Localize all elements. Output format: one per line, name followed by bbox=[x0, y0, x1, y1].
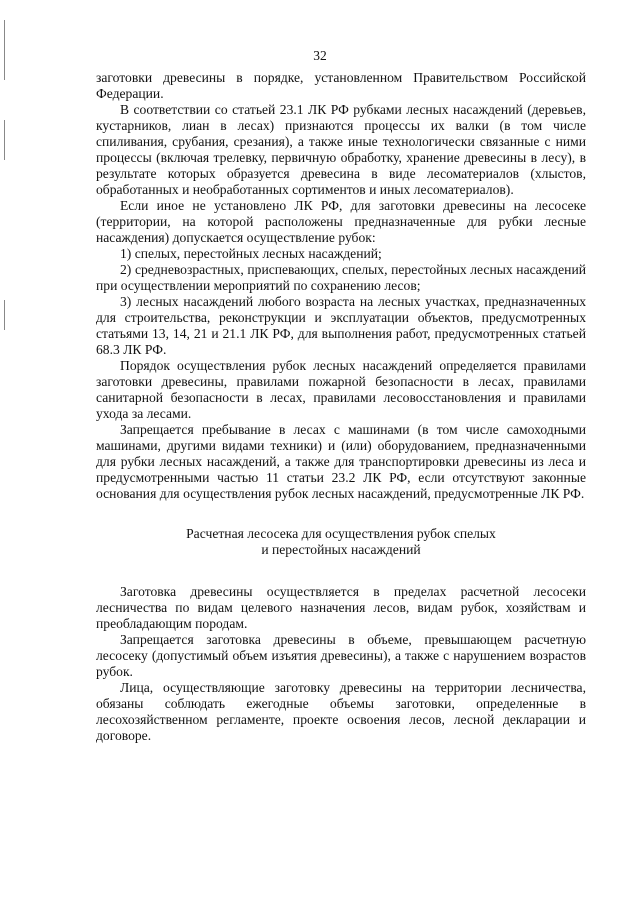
list-item: 3) лесных насаждений любого возраста на лесных участках, предназначенных для строительства, реконструкции и эксплуатации объектов, предусмотренных статьями 13, 14, 21 и 21.1 ЛК РФ, для выполнения работ, предусмотренных статьей 68.3 ЛК РФ. bbox=[96, 294, 586, 357]
page-number: 32 bbox=[313, 48, 327, 63]
paragraph: Заготовка древесины осуществляется в пределах расчетной лесосеки лесничества по видам целевого назначения лесов, видам рубок, хозяйствам и преобладающим породам. bbox=[96, 584, 586, 631]
paragraph: Запрещается заготовка древесины в объеме, превышающем расчетную лесосеку (допустимый объем изъятия древесины), а также с нарушением возрастов рубок. bbox=[96, 632, 586, 679]
scan-margin-mark bbox=[4, 120, 5, 160]
paragraph: Запрещается пребывание в лесах с машинами (в том числе самоходными машинами, другими видами техники) и (или) оборудованием, предназначенными для рубки лесных насаждений, а также для транспортировки древесины из леса и предусмотренными частью 11 статьи 23.2 ЛК РФ, если отсутствуют законные основания для осуществления рубок лесных насаждений, предусмотренные ЛК РФ. bbox=[96, 422, 586, 501]
paragraph: В соответствии со статьей 23.1 ЛК РФ рубками лесных насаждений (деревьев, кустарников, лиан в лесах) признаются процессы их валки (в том числе спиливания, срубания, срезания), а также иные технологически связанные с ними процессы (включая трелевку, первичную обработку, хранение древесины в лесу), в результате которых образуется древесина в виде лесоматериалов (хлыстов, обработанных и необработанных сортиментов и иных лесоматериалов). bbox=[96, 102, 586, 197]
section-heading-line: и перестойных насаждений bbox=[261, 542, 421, 557]
paragraph: Порядок осуществления рубок лесных насаждений определяется правилами заготовки древесины, правилами пожарной безопасности в лесах, правилами санитарной безопасности в лесах, правилами лесовосстановления и правилами ухода за лесами. bbox=[96, 358, 586, 421]
section-heading-line: Расчетная лесосека для осуществления рубок спелых bbox=[186, 526, 496, 541]
paragraph: Если иное не установлено ЛК РФ, для заготовки древесины на лесосеке (территории, на которой расположены предназначенные для рубки лесные насаждения) допускается осуществление рубок: bbox=[96, 198, 586, 245]
section-heading bbox=[96, 526, 586, 558]
scan-margin-mark bbox=[4, 300, 5, 330]
list-item: 2) средневозрастных, приспевающих, спелых, перестойных лесных насаждений при осуществлении мероприятий по сохранению лесов; bbox=[96, 262, 586, 293]
document-body bbox=[96, 70, 586, 744]
paragraph: заготовки древесины в порядке, установленном Правительством Российской Федерации. bbox=[96, 70, 586, 101]
list-item: 1) спелых, перестойных лесных насаждений; bbox=[120, 246, 382, 261]
paragraph: Лица, осуществляющие заготовку древесины на территории лесничества, обязаны соблюдать ежегодные объемы заготовки, определенные в лесохозяйственном регламенте, проекте освоения лесов, лесной декларации и договоре. bbox=[96, 680, 586, 743]
